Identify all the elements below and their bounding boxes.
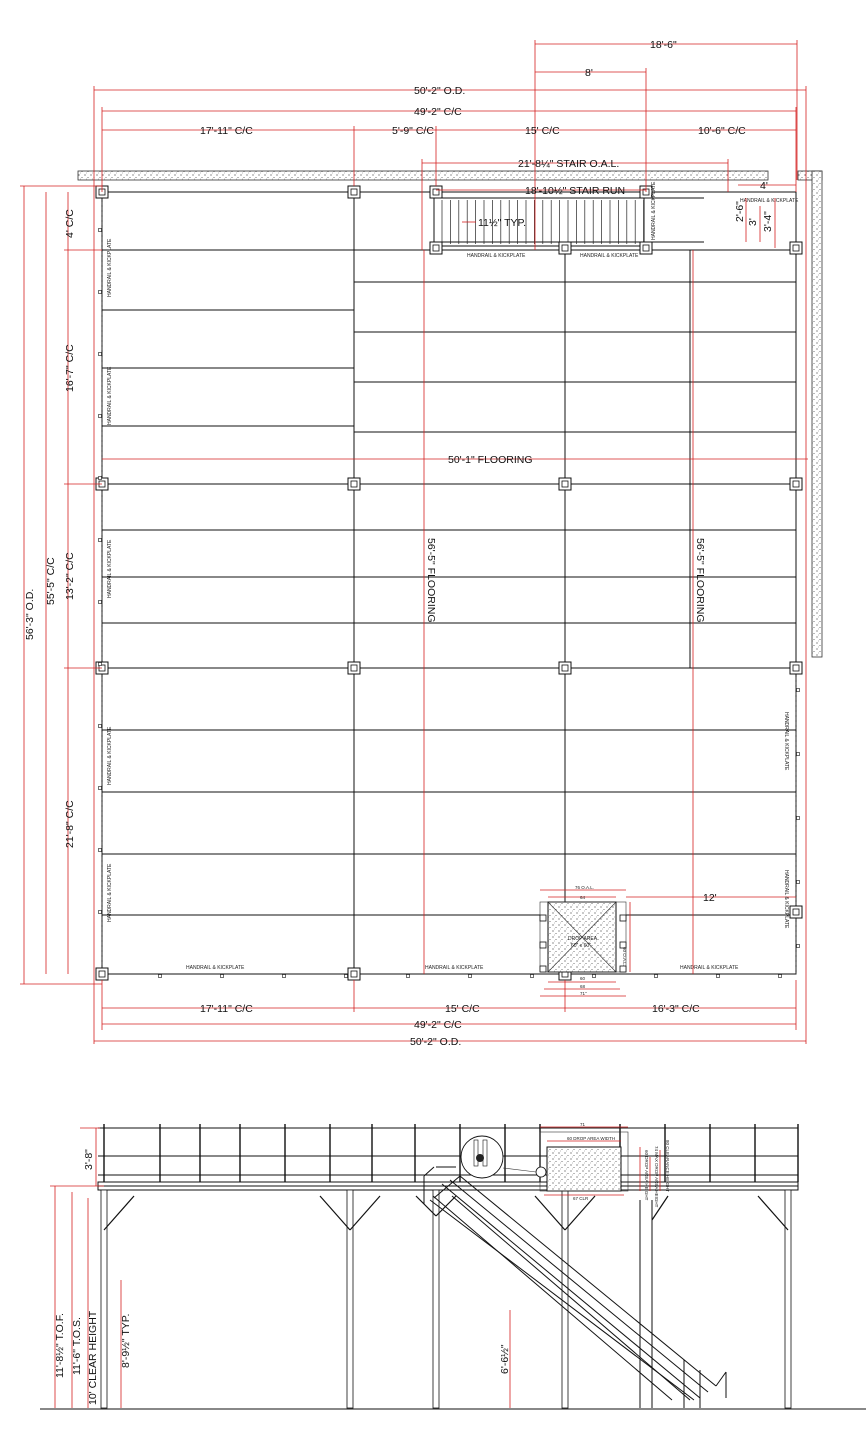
- handrail-post: [99, 291, 102, 294]
- column: [790, 662, 802, 674]
- dim-flooring-width: 50'-1" FLOORING: [448, 454, 533, 466]
- column: [790, 906, 802, 918]
- handrail-label-bottom-2: HANDRAIL & KICKPLATE: [425, 965, 484, 971]
- handrail-post: [797, 753, 800, 756]
- handrail-label-bottom-3: HANDRAIL & KICKPLATE: [680, 965, 739, 971]
- dim-bottom-bay3: 16'-3" C/C: [652, 1003, 700, 1015]
- column: [96, 968, 108, 980]
- handrail-post: [159, 975, 162, 978]
- handrail-post: [797, 881, 800, 884]
- elev-stair-rise: 6'-6½": [499, 1344, 511, 1374]
- handrail-post: [99, 415, 102, 418]
- column: [430, 186, 442, 198]
- support-column: [347, 1190, 353, 1408]
- handrail-label-left-2: HANDRAIL & KICKPLATE: [107, 366, 113, 425]
- dim-bottom-bay1: 17'-11" C/C: [200, 1003, 253, 1015]
- dim-bay3: 15' C/C: [525, 125, 560, 137]
- column: [348, 186, 360, 198]
- dim-bottom-od: 50'-2" O.D.: [410, 1036, 462, 1048]
- dim-stair-width-8: 8': [585, 67, 593, 79]
- elev-tos: 11'-6" T.O.S.: [71, 1317, 83, 1375]
- handrail-post: [779, 975, 782, 978]
- handrail-post: [99, 787, 102, 790]
- dim-landing-4: 4': [760, 180, 768, 192]
- handrail-label-left-5: HANDRAIL & KICKPLATE: [107, 863, 113, 922]
- dim-left-row4: 21'-8" C/C: [64, 800, 76, 848]
- bottom-dimensions: [94, 980, 806, 1048]
- support-column: [562, 1190, 568, 1408]
- handrail-label-right-2: HANDRAIL & KICKPLATE: [783, 870, 789, 929]
- gate-h2: 74 MAX DROP AREA HEIGHT: [654, 1146, 659, 1208]
- dim-left-row1: 4' C/C: [64, 209, 76, 238]
- drop-area-b1: 60: [580, 976, 586, 981]
- elev-typ: 8'-9½" TYP.: [120, 1313, 132, 1368]
- drop-area-offset: 12': [703, 892, 717, 904]
- handrail-post: [99, 725, 102, 728]
- handrail-post: [283, 975, 286, 978]
- handrail-post: [99, 353, 102, 356]
- elevation-stair: [424, 1167, 726, 1408]
- dim-overall-od: 50'-2" O.D.: [414, 85, 466, 97]
- handrail-post: [717, 975, 720, 978]
- plan-view: [20, 39, 822, 1048]
- left-dimensions: [20, 186, 102, 984]
- knee-brace: [350, 1196, 380, 1230]
- gate-top: 71: [580, 1122, 586, 1127]
- dim-left-row3: 13'-2" C/C: [64, 552, 76, 600]
- handrail-post: [99, 539, 102, 542]
- handrail-post: [99, 229, 102, 232]
- dim-left-od: 56'-3" O.D.: [24, 588, 36, 640]
- handrail-label-right-1: HANDRAIL & KICKPLATE: [783, 712, 789, 771]
- dim-bottom-cc: 49'-2" C/C: [414, 1019, 462, 1031]
- column: [790, 242, 802, 254]
- drop-gate: [461, 1122, 670, 1208]
- handrail-post: [99, 911, 102, 914]
- handrail-post: [99, 663, 102, 666]
- gate-h3: 80 CLEARANCE HEIGHT: [665, 1140, 670, 1193]
- platform-outline: [102, 192, 796, 974]
- handrail-post: [99, 849, 102, 852]
- handrail-label-stair-1: HANDRAIL & KICKPLATE: [467, 253, 526, 259]
- dim-stair-run: 18'-10½" STAIR RUN: [525, 185, 626, 197]
- dim-landing-3: 3': [747, 218, 759, 226]
- column: [559, 242, 571, 254]
- support-column: [433, 1190, 439, 1408]
- gate-width: 60 DROP AREA WIDTH: [567, 1136, 616, 1141]
- column: [430, 242, 442, 254]
- floor-panel-lines: [102, 192, 796, 974]
- knee-brace: [320, 1196, 350, 1230]
- column: [559, 662, 571, 674]
- dim-bottom-bay2: 15' C/C: [445, 1003, 480, 1015]
- handrail-label-left-3: HANDRAIL & KICKPLATE: [107, 539, 113, 598]
- drop-area-b3: 71": [580, 991, 587, 996]
- handrail-post: [593, 975, 596, 978]
- column: [348, 662, 360, 674]
- column: [348, 478, 360, 490]
- drop-area-inner: 64: [580, 895, 586, 900]
- dim-bay4: 10'-6" C/C: [698, 125, 746, 137]
- handrail-post: [221, 975, 224, 978]
- handrail-label-landing: HANDRAIL & KICKPLATE: [740, 198, 799, 204]
- support-column: [785, 1190, 791, 1408]
- handrail-post: [99, 477, 102, 480]
- drop-area: [540, 885, 796, 996]
- handrail-label-stair-side: HANDRAIL & KICKPLATE: [651, 181, 657, 240]
- knee-brace: [565, 1196, 595, 1230]
- dim-left-row2: 16'-7" C/C: [64, 344, 76, 392]
- dim-landing-26: 2'-6": [734, 201, 746, 222]
- dim-stair-oal: 21'-8¼" STAIR O.A.L.: [518, 158, 620, 170]
- dim-left-cc: 55'-5" C/C: [45, 557, 57, 605]
- knee-brace: [535, 1196, 565, 1230]
- elevation-dimensions: [50, 1128, 511, 1408]
- column: [790, 478, 802, 490]
- column: [640, 242, 652, 254]
- elev-tof: 11'-8½" T.O.F.: [54, 1313, 66, 1378]
- existing-wall: [78, 171, 822, 657]
- elev-clear: 10' CLEAR HEIGHT: [87, 1310, 99, 1405]
- handrail-post: [655, 975, 658, 978]
- dim-tread: 11½" TYP.: [478, 217, 527, 229]
- drop-area-oal: 76 O.A.L.: [575, 885, 595, 890]
- handrail-post: [345, 975, 348, 978]
- drop-area-side: 60 O.A.L.: [622, 947, 627, 967]
- handrail-label-left-4: HANDRAIL & KICKPLATE: [107, 726, 113, 785]
- handrail-post: [531, 975, 534, 978]
- dim-landing-34: 3'-4": [762, 211, 774, 232]
- support-column: [101, 1190, 107, 1408]
- gate-h1: 60 DROP AREA HEIGHT: [644, 1150, 649, 1201]
- dim-overall-cc: 49'-2" C/C: [414, 106, 462, 118]
- handrail-post: [407, 975, 410, 978]
- dim-flooring-length-a: 56'-5" FLOORING: [425, 538, 437, 623]
- handrail-label-stair-2: HANDRAIL & KICKPLATE: [580, 253, 639, 259]
- dim-bay1: 17'-11" C/C: [200, 125, 253, 137]
- handrail-label-bottom-1: HANDRAIL & KICKPLATE: [186, 965, 245, 971]
- column: [348, 968, 360, 980]
- knee-brace: [104, 1196, 134, 1230]
- handrail-post: [797, 817, 800, 820]
- elevation-view: [40, 1122, 866, 1409]
- elev-rail-height: 3'-8": [83, 1149, 95, 1170]
- drop-area-size: 60" x 60": [571, 943, 591, 949]
- dim-flooring-length-b: 56'-5" FLOORING: [694, 538, 706, 623]
- handrail-label-left-1: HANDRAIL & KICKPLATE: [107, 238, 113, 297]
- handrail-post: [797, 945, 800, 948]
- drop-area-label: DROP AREA: [568, 936, 598, 942]
- handrail-post: [99, 601, 102, 604]
- knee-brace: [758, 1196, 788, 1230]
- dim-bay2: 5'-9" C/C: [392, 125, 434, 137]
- drop-area-b2: 68: [580, 984, 586, 989]
- dim-stair-width-total: 18'-6": [650, 39, 677, 51]
- handrail-post: [797, 689, 800, 692]
- flooring-dimensions: [102, 250, 808, 974]
- column: [559, 478, 571, 490]
- gate-clr: 67 CLR: [573, 1196, 589, 1201]
- handrail-post: [469, 975, 472, 978]
